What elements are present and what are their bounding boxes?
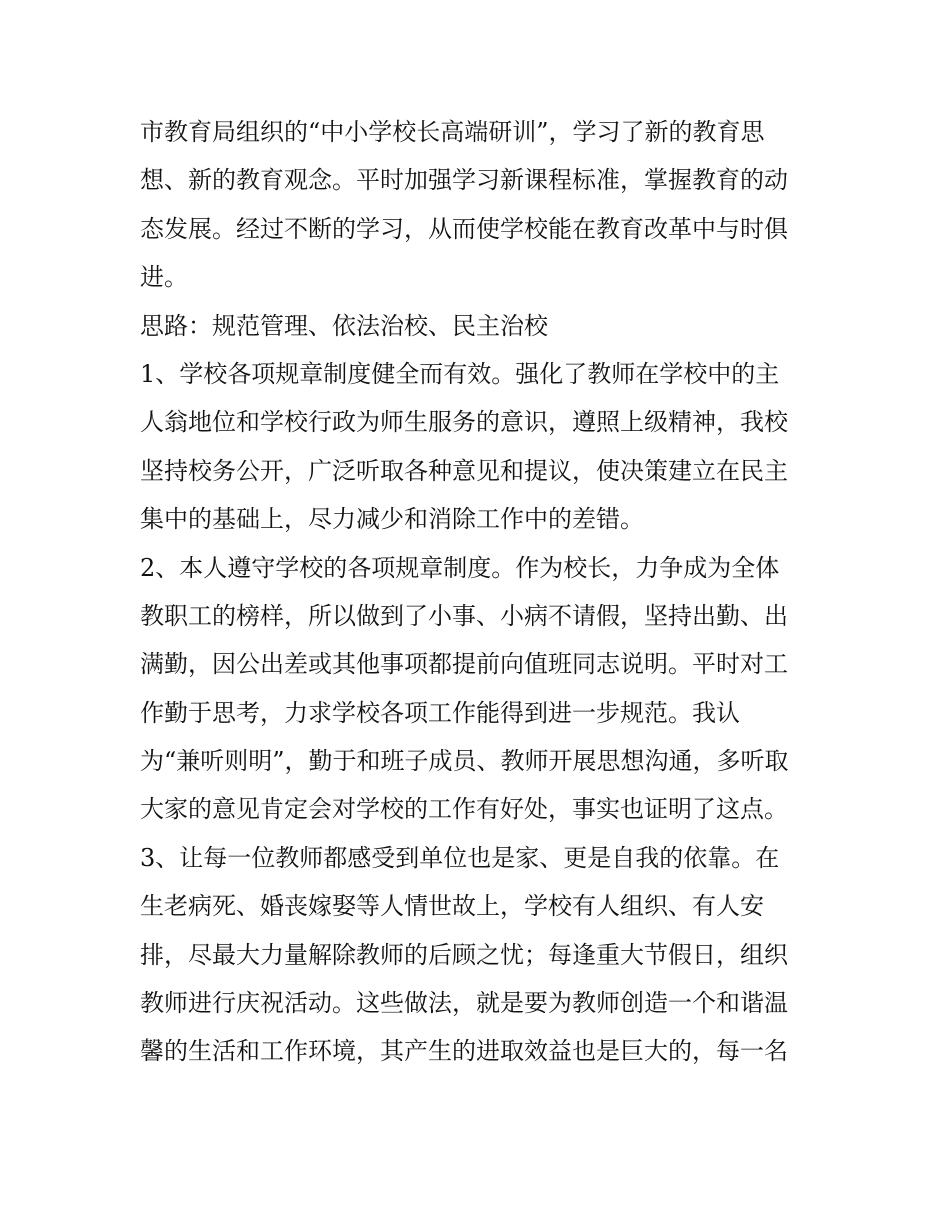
text-line: 坚持校务公开，广泛听取各种意见和提议，使决策建立在民主 (140, 456, 788, 485)
text-line: 教师进行庆祝活动。这些做法，就是要为教师创造一个和谐温 (140, 989, 788, 1018)
text-line: 为“兼听则明”，勤于和班子成员、教师开展思想沟通，多听取 (140, 747, 789, 776)
text-line: 2、本人遵守学校的各项规章制度。作为校长，力争成为全体 (140, 553, 780, 582)
text-line: 1、学校各项规章制度健全而有效。强化了教师在学校中的主 (140, 359, 780, 388)
text-line: 市教育局组织的“中小学校长高端研训”，学习了新的教育思 (140, 118, 765, 146)
text-line: 作勤于思考，力求学校各项工作能得到进一步规范。我认 (140, 698, 740, 727)
text-line: 馨的生活和工作环境，其产生的进取效益也是巨大的，每一名 (140, 1037, 788, 1066)
text-line: 满勤，因公出差或其他事项都提前向值班同志说明。平时对工 (140, 650, 788, 679)
text-line: 集中的基础上，尽力减少和消除工作中的差错。 (140, 505, 644, 534)
text-line: 想、新的教育观念。平时加强学习新课程标准，掌握教育的动 (140, 166, 788, 195)
text-line: 教职工的榜样，所以做到了小事、小病不请假，坚持出勤、出 (140, 601, 788, 630)
text-line: 3、让每一位教师都感受到单位也是家、更是自我的依靠。在 (140, 843, 780, 872)
document-body (140, 108, 830, 1076)
text-line: 进。 (140, 263, 188, 292)
text-line: 态发展。经过不断的学习，从而使学校能在教育改革中与时俱 (140, 214, 788, 243)
text-line: 人翁地位和学校行政为师生服务的意识，遵照上级精神，我校 (140, 408, 788, 437)
text-line: 排，尽最大力量解除教师的后顾之忧；每逢重大节假日，组织 (140, 940, 788, 969)
section-heading: 思路：规范管理、依法治校、民主治校 (140, 311, 548, 340)
text-line: 生老病死、婚丧嫁娶等人情世故上，学校有人组织、有人安 (140, 892, 764, 921)
text-line: 大家的意见肯定会对学校的工作有好处，事实也证明了这点。 (140, 795, 788, 824)
